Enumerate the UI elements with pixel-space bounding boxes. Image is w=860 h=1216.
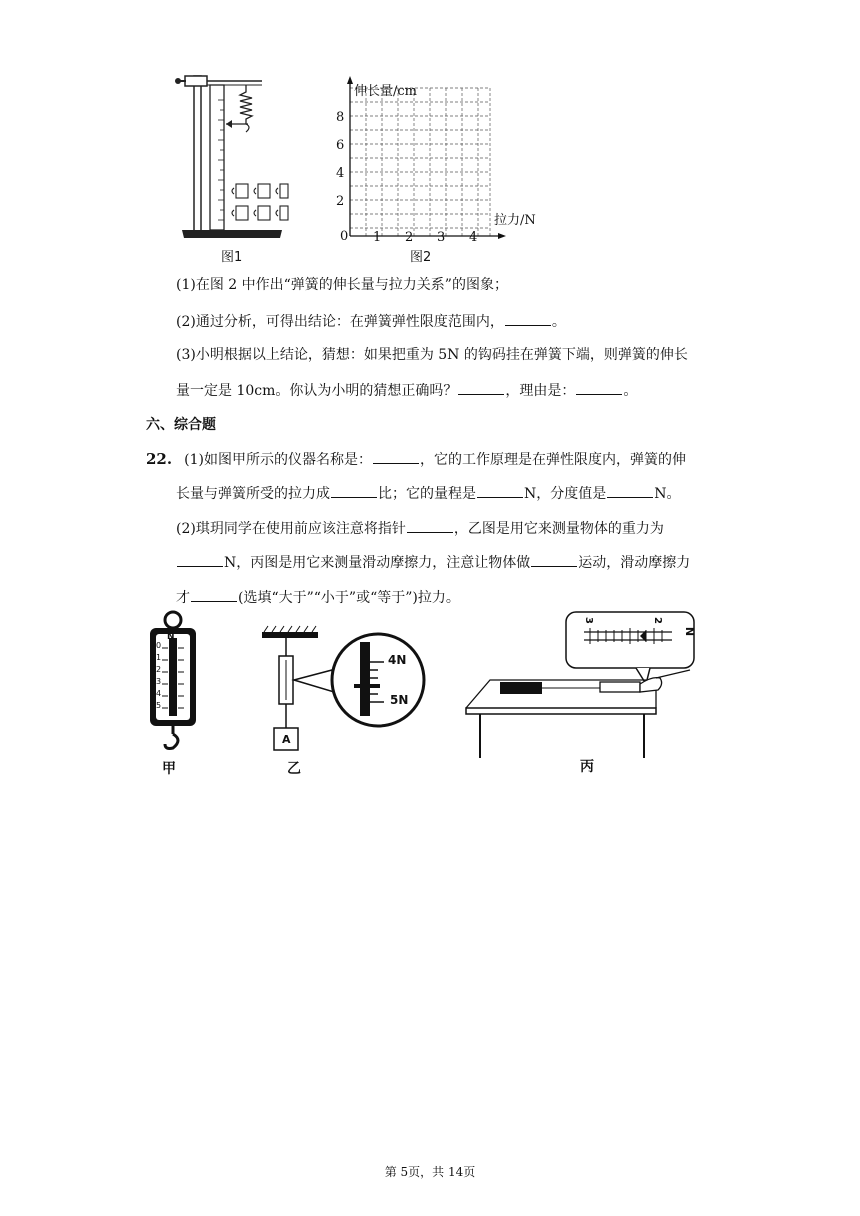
q22-line4: N，丙图是用它来测量滑动摩擦力，注意让物体做 运动，滑动摩擦力 bbox=[176, 552, 690, 573]
figure-jia-caption: 甲 bbox=[162, 761, 176, 777]
q21-part2: (2)通过分析，可得出结论：在弹簧弹性限度范围内， 。 bbox=[176, 311, 566, 332]
bing-unit-label: N bbox=[683, 626, 697, 637]
figure-2-origin: 0 bbox=[340, 229, 349, 244]
figure-2-y-tick-6: 6 bbox=[336, 138, 345, 153]
figure-2-x-tick-1: 1 bbox=[373, 230, 382, 245]
q21-part1: (1)在图 2 中作出“弹簧的伸长量与拉力关系”的图象； bbox=[176, 277, 508, 293]
figure-jia-spring-scale bbox=[140, 610, 210, 760]
bing-scale-3-top: 3 bbox=[582, 617, 594, 624]
q22-line2: 长量与弹簧所受的拉力成 比；它的量程是 N，分度值是 N。 bbox=[176, 483, 681, 504]
yi-5n-label: 5N bbox=[390, 693, 409, 707]
answer-blank[interactable] bbox=[373, 449, 419, 464]
yi-weight-label: A bbox=[282, 733, 291, 746]
page-footer: 第 5页，共 14页 bbox=[384, 1165, 476, 1179]
figure-2-y-axis-label: 伸长量/cm bbox=[354, 84, 417, 99]
figure-2-y-tick-4: 4 bbox=[336, 166, 345, 181]
figure-2-caption: 图2 bbox=[410, 250, 432, 265]
answer-blank[interactable] bbox=[505, 311, 551, 326]
figure-bing-caption: 丙 bbox=[580, 759, 594, 775]
section-heading: 六、综合题 bbox=[146, 417, 216, 433]
answer-blank[interactable] bbox=[331, 483, 377, 498]
figure-2-x-tick-4: 4 bbox=[469, 230, 478, 245]
q22-line5: 才 (选填“大于”“小于”或“等于”)拉力。 bbox=[176, 587, 460, 608]
figure-bing-friction bbox=[460, 608, 700, 768]
figure-2-x-tick-2: 2 bbox=[405, 230, 414, 245]
q21-part3-line1: (3)小明根据以上结论，猜想：如果把重为 5N 的钩码挂在弹簧下端，则弹簧的伸长 bbox=[176, 347, 688, 363]
answer-blank[interactable] bbox=[407, 518, 453, 533]
yi-4n-label: 4N bbox=[388, 653, 407, 667]
answer-blank[interactable] bbox=[458, 380, 504, 395]
question-number: 22. bbox=[146, 450, 173, 468]
jia-scale-left: 0 1 2 3 4 5 bbox=[156, 641, 162, 710]
answer-blank[interactable] bbox=[177, 552, 223, 567]
figure-1-spring-stand bbox=[170, 70, 290, 240]
bing-scale-2-top: 2 bbox=[651, 617, 663, 624]
figure-2-y-tick-2: 2 bbox=[336, 194, 345, 209]
q22-line1: 22. (1)如图甲所示的仪器名称是： ，它的工作原理是在弹性限度内，弹簧的伸 bbox=[146, 450, 686, 468]
answer-blank[interactable] bbox=[607, 483, 653, 498]
answer-blank[interactable] bbox=[531, 552, 577, 567]
figure-2-y-tick-8: 8 bbox=[336, 110, 345, 125]
figure-yi-weighing bbox=[250, 612, 440, 762]
q22-line3: (2)琪玥同学在使用前应该注意将指针 ，乙图是用它来测量物体的重力为 bbox=[176, 518, 664, 539]
q21-part3-line2: 量一定是 10cm。你认为小明的猜想正确吗？ ，理由是： 。 bbox=[176, 380, 637, 401]
figure-yi-caption: 乙 bbox=[287, 761, 301, 777]
figure-1-caption: 图1 bbox=[221, 250, 243, 265]
figure-2-x-axis-label: 拉力/N bbox=[494, 213, 536, 228]
jia-unit-label: N bbox=[167, 632, 175, 642]
answer-blank[interactable] bbox=[477, 483, 523, 498]
answer-blank[interactable] bbox=[576, 380, 622, 395]
figure-2-x-tick-3: 3 bbox=[437, 230, 446, 245]
answer-blank[interactable] bbox=[191, 587, 237, 602]
